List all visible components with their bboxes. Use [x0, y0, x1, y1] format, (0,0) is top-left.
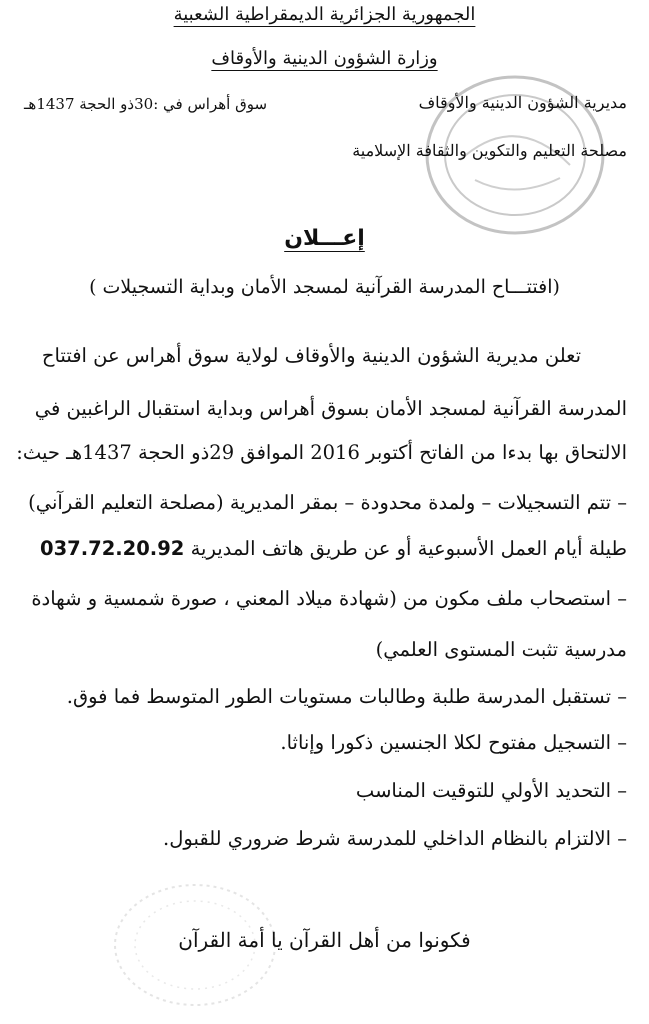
body-line-2: المدرسة القرآنية لمسجد الأمان بسوق أهراس وبداية استقبال الراغبين في: [34, 397, 627, 420]
republic-heading: الجمهورية الجزائرية الديمقراطية الشعبية: [173, 4, 476, 25]
closing-phrase: فكونوا من أهل القرآن يا أمة القرآن: [178, 928, 471, 952]
directorate-phone: 037.72.20.92: [40, 537, 185, 560]
body-line-1: تعلن مديرية الشؤون الدينية والأوقاف لولاية سوق أهراس عن افتتاح: [41, 344, 581, 367]
place-and-date: سوق أهراس في :30ذو الحجة 1437هـ: [24, 95, 268, 113]
body-line-5: [40, 537, 627, 560]
body-line-8: – تستقبل المدرسة طلبة وطالبات مستويات الطور المتوسط فما فوق.: [66, 685, 627, 708]
body-line-6: – استصحاب ملف مكون من (شهادة ميلاد المعني ، صورة شمسية و شهادة: [31, 587, 627, 610]
body-line-5-text: طيلة أيام العمل الأسبوعية أو عن طريق هاتف المديرية: [190, 537, 627, 560]
announcement-title: إعـــلان: [284, 226, 365, 251]
announcement-subtitle: (افتتـــاح المدرسة القرآنية لمسجد الأمان وبداية التسجيلات ): [89, 276, 560, 298]
body-line-4: – تتم التسجيلات – ولمدة محدودة – بمقر المديرية (مصلحة التعليم القرآني): [28, 491, 627, 514]
directorate-name: مديرية الشؤون الدينية والأوقاف: [418, 93, 627, 112]
service-name: مصلحة التعليم والتكوين والثقافة الإسلامية: [352, 141, 627, 160]
body-line-10: – التحديد الأولي للتوقيت المناسب: [355, 779, 627, 802]
body-line-7: مدرسية تثبت المستوى العلمي): [375, 638, 627, 661]
body-line-3: الالتحاق بها بدءا من الفاتح أكتوبر 2016 الموافق 29ذو الحجة 1437هـ حيث:: [16, 441, 627, 464]
ministry-heading: وزارة الشؤون الدينية والأوقاف: [211, 48, 438, 69]
body-line-11: – الالتزام بالنظام الداخلي للمدرسة شرط ضروري للقبول.: [163, 827, 627, 850]
body-line-9: – التسجيل مفتوح لكلا الجنسين ذكورا وإناثا.: [280, 731, 627, 754]
